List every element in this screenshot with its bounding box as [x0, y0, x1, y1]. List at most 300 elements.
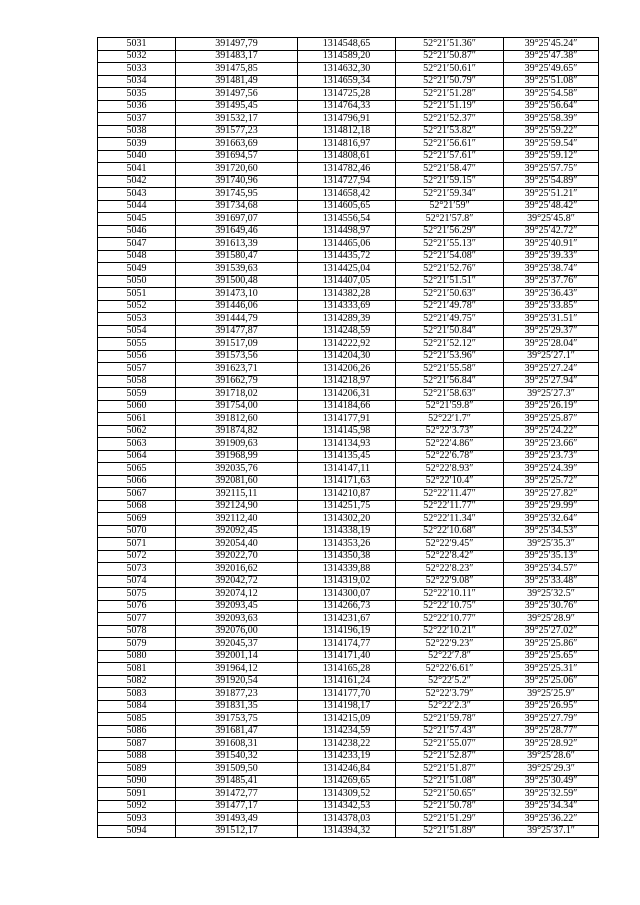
x-coordinate-cell: 391573,56 [176, 350, 298, 363]
latitude-cell: 52°22′10.11″ [396, 588, 504, 601]
y-coordinate-cell: 1314251,75 [298, 500, 396, 513]
table-row [98, 675, 599, 688]
y-coordinate-cell: 1314764,33 [298, 100, 396, 113]
point-number-cell: 5083 [98, 688, 176, 701]
longitude-cell: 39°25′59.54″ [504, 138, 599, 151]
latitude-cell: 52°21′56.84″ [396, 375, 504, 388]
point-number-cell: 5085 [98, 713, 176, 726]
y-coordinate-cell: 1314725,28 [298, 88, 396, 101]
point-number-cell: 5063 [98, 438, 176, 451]
longitude-cell: 39°25′34.57″ [504, 563, 599, 576]
table-row [98, 775, 599, 788]
x-coordinate-cell: 391753,75 [176, 713, 298, 726]
longitude-cell: 39°25′37.76″ [504, 275, 599, 288]
table-row [98, 538, 599, 551]
point-number-cell: 5072 [98, 550, 176, 563]
point-number-cell: 5057 [98, 363, 176, 376]
y-coordinate-cell: 1314233,19 [298, 750, 396, 763]
y-coordinate-cell: 1314808,61 [298, 150, 396, 163]
table-row [98, 63, 599, 76]
y-coordinate-cell: 1314309,52 [298, 788, 396, 801]
y-coordinate-cell: 1314816,97 [298, 138, 396, 151]
x-coordinate-cell: 391831,35 [176, 700, 298, 713]
point-number-cell: 5080 [98, 650, 176, 663]
x-coordinate-cell: 392042,72 [176, 575, 298, 588]
x-coordinate-cell: 392001,14 [176, 650, 298, 663]
y-coordinate-cell: 1314782,46 [298, 163, 396, 176]
y-coordinate-cell: 1314184,66 [298, 400, 396, 413]
x-coordinate-cell: 391500,48 [176, 275, 298, 288]
point-number-cell: 5086 [98, 725, 176, 738]
table-row [98, 363, 599, 376]
table-row [98, 500, 599, 513]
longitude-cell: 39°25′25.86″ [504, 638, 599, 651]
x-coordinate-cell: 391608,31 [176, 738, 298, 751]
point-number-cell: 5087 [98, 738, 176, 751]
point-number-cell: 5089 [98, 763, 176, 776]
y-coordinate-cell: 1314246,84 [298, 763, 396, 776]
y-coordinate-cell: 1314342,53 [298, 800, 396, 813]
y-coordinate-cell: 1314134,93 [298, 438, 396, 451]
latitude-cell: 52°21′55.58″ [396, 363, 504, 376]
point-number-cell: 5050 [98, 275, 176, 288]
latitude-cell: 52°22′5.2″ [396, 675, 504, 688]
y-coordinate-cell: 1314269,65 [298, 775, 396, 788]
longitude-cell: 39°25′45.8″ [504, 213, 599, 226]
longitude-cell: 39°25′36.43″ [504, 288, 599, 301]
point-number-cell: 5032 [98, 50, 176, 63]
table-row [98, 600, 599, 613]
longitude-cell: 39°25′47.38″ [504, 50, 599, 63]
point-number-cell: 5068 [98, 500, 176, 513]
point-number-cell: 5045 [98, 213, 176, 226]
table-row [98, 175, 599, 188]
y-coordinate-cell: 1314605,65 [298, 200, 396, 213]
x-coordinate-cell: 391483,17 [176, 50, 298, 63]
x-coordinate-cell: 391812,60 [176, 413, 298, 426]
y-coordinate-cell: 1314289,39 [298, 313, 396, 326]
y-coordinate-cell: 1314319,02 [298, 575, 396, 588]
y-coordinate-cell: 1314215,09 [298, 713, 396, 726]
table-row [98, 413, 599, 426]
x-coordinate-cell: 391497,56 [176, 88, 298, 101]
latitude-cell: 52°21′59.15″ [396, 175, 504, 188]
y-coordinate-cell: 1314812,18 [298, 125, 396, 138]
latitude-cell: 52°21′59.8″ [396, 400, 504, 413]
table-row [98, 475, 599, 488]
x-coordinate-cell: 392124,90 [176, 500, 298, 513]
table-row [98, 613, 599, 626]
longitude-cell: 39°25′30.76″ [504, 600, 599, 613]
x-coordinate-cell: 391720,60 [176, 163, 298, 176]
latitude-cell: 52°22′9.23″ [396, 638, 504, 651]
latitude-cell: 52°21′50.79″ [396, 75, 504, 88]
y-coordinate-cell: 1314465,06 [298, 238, 396, 251]
y-coordinate-cell: 1314407,05 [298, 275, 396, 288]
latitude-cell: 52°21′59.78″ [396, 713, 504, 726]
y-coordinate-cell: 1314218,97 [298, 375, 396, 388]
y-coordinate-cell: 1314206,26 [298, 363, 396, 376]
longitude-cell: 39°25′31.51″ [504, 313, 599, 326]
longitude-cell: 39°25′39.33″ [504, 250, 599, 263]
latitude-cell: 52°21′49.75″ [396, 313, 504, 326]
x-coordinate-cell: 391734,68 [176, 200, 298, 213]
longitude-cell: 39°25′24.22″ [504, 425, 599, 438]
table-row [98, 625, 599, 638]
table-row [98, 450, 599, 463]
point-number-cell: 5077 [98, 613, 176, 626]
y-coordinate-cell: 1314338,19 [298, 525, 396, 538]
latitude-cell: 52°22′11.77″ [396, 500, 504, 513]
latitude-cell: 52°21′57.43″ [396, 725, 504, 738]
table-row [98, 288, 599, 301]
x-coordinate-cell: 391754,00 [176, 400, 298, 413]
x-coordinate-cell: 391681,47 [176, 725, 298, 738]
y-coordinate-cell: 1314302,20 [298, 513, 396, 526]
x-coordinate-cell: 392112,40 [176, 513, 298, 526]
latitude-cell: 52°22′9.45″ [396, 538, 504, 551]
latitude-cell: 52°21′51.51″ [396, 275, 504, 288]
latitude-cell: 52°21′51.19″ [396, 100, 504, 113]
point-number-cell: 5078 [98, 625, 176, 638]
y-coordinate-cell: 1314394,32 [298, 825, 396, 838]
y-coordinate-cell: 1314135,45 [298, 450, 396, 463]
latitude-cell: 52°21′52.76″ [396, 263, 504, 276]
table-row [98, 88, 599, 101]
latitude-cell: 52°21′56.29″ [396, 225, 504, 238]
point-number-cell: 5065 [98, 463, 176, 476]
longitude-cell: 39°25′27.24″ [504, 363, 599, 376]
longitude-cell: 39°25′48.42″ [504, 200, 599, 213]
table-row [98, 588, 599, 601]
table-row [98, 638, 599, 651]
x-coordinate-cell: 392115,11 [176, 488, 298, 501]
longitude-cell: 39°25′26.19″ [504, 400, 599, 413]
latitude-cell: 52°22′3.79″ [396, 688, 504, 701]
table-row [98, 200, 599, 213]
x-coordinate-cell: 392022,70 [176, 550, 298, 563]
latitude-cell: 52°22′11.47″ [396, 488, 504, 501]
table-row [98, 225, 599, 238]
point-number-cell: 5066 [98, 475, 176, 488]
latitude-cell: 52°21′52.87″ [396, 750, 504, 763]
longitude-cell: 39°25′23.66″ [504, 438, 599, 451]
table-row [98, 188, 599, 201]
y-coordinate-cell: 1314234,59 [298, 725, 396, 738]
x-coordinate-cell: 391472,77 [176, 788, 298, 801]
x-coordinate-cell: 391745,95 [176, 188, 298, 201]
point-number-cell: 5074 [98, 575, 176, 588]
latitude-cell: 52°22′1.7″ [396, 413, 504, 426]
table-row [98, 50, 599, 63]
latitude-cell: 52°21′51.29″ [396, 813, 504, 826]
latitude-cell: 52°22′6.78″ [396, 450, 504, 463]
y-coordinate-cell: 1314171,40 [298, 650, 396, 663]
y-coordinate-cell: 1314589,20 [298, 50, 396, 63]
longitude-cell: 39°25′28.6″ [504, 750, 599, 763]
y-coordinate-cell: 1314266,73 [298, 600, 396, 613]
table-row [98, 325, 599, 338]
longitude-cell: 39°25′29.3″ [504, 763, 599, 776]
x-coordinate-cell: 391964,12 [176, 663, 298, 676]
point-number-cell: 5048 [98, 250, 176, 263]
longitude-cell: 39°25′57.75″ [504, 163, 599, 176]
coordinates-table [97, 37, 599, 838]
x-coordinate-cell: 392092,45 [176, 525, 298, 538]
y-coordinate-cell: 1314556,54 [298, 213, 396, 226]
table-row [98, 375, 599, 388]
point-number-cell: 5047 [98, 238, 176, 251]
table-row [98, 275, 599, 288]
point-number-cell: 5052 [98, 300, 176, 313]
latitude-cell: 52°22′10.75″ [396, 600, 504, 613]
longitude-cell: 39°25′25.31″ [504, 663, 599, 676]
longitude-cell: 39°25′25.9″ [504, 688, 599, 701]
point-number-cell: 5079 [98, 638, 176, 651]
point-number-cell: 5046 [98, 225, 176, 238]
point-number-cell: 5084 [98, 700, 176, 713]
latitude-cell: 52°22′3.73″ [396, 425, 504, 438]
table-row [98, 763, 599, 776]
y-coordinate-cell: 1314165,28 [298, 663, 396, 676]
longitude-cell: 39°25′34.53″ [504, 525, 599, 538]
longitude-cell: 39°25′38.74″ [504, 263, 599, 276]
table-row [98, 388, 599, 401]
longitude-cell: 39°25′59.22″ [504, 125, 599, 138]
latitude-cell: 52°21′52.37″ [396, 113, 504, 126]
point-number-cell: 5039 [98, 138, 176, 151]
point-number-cell: 5081 [98, 663, 176, 676]
longitude-cell: 39°25′32.5″ [504, 588, 599, 601]
table-row [98, 425, 599, 438]
table-row [98, 688, 599, 701]
longitude-cell: 39°25′29.99″ [504, 500, 599, 513]
y-coordinate-cell: 1314204,30 [298, 350, 396, 363]
latitude-cell: 52°22′8.93″ [396, 463, 504, 476]
longitude-cell: 39°25′28.77″ [504, 725, 599, 738]
x-coordinate-cell: 392074,12 [176, 588, 298, 601]
longitude-cell: 39°25′42.72″ [504, 225, 599, 238]
point-number-cell: 5092 [98, 800, 176, 813]
x-coordinate-cell: 392054,40 [176, 538, 298, 551]
table-row [98, 100, 599, 113]
point-number-cell: 5053 [98, 313, 176, 326]
table-row [98, 238, 599, 251]
longitude-cell: 39°25′27.82″ [504, 488, 599, 501]
table-row [98, 350, 599, 363]
table-row [98, 125, 599, 138]
point-number-cell: 5031 [98, 38, 176, 51]
y-coordinate-cell: 1314177,70 [298, 688, 396, 701]
table-row [98, 575, 599, 588]
point-number-cell: 5076 [98, 600, 176, 613]
x-coordinate-cell: 391909,63 [176, 438, 298, 451]
table-row [98, 663, 599, 676]
table-row [98, 113, 599, 126]
y-coordinate-cell: 1314632,30 [298, 63, 396, 76]
x-coordinate-cell: 391623,71 [176, 363, 298, 376]
point-number-cell: 5049 [98, 263, 176, 276]
latitude-cell: 52°21′50.87″ [396, 50, 504, 63]
x-coordinate-cell: 391497,79 [176, 38, 298, 51]
y-coordinate-cell: 1314171,63 [298, 475, 396, 488]
coordinates-table-body [98, 38, 599, 838]
x-coordinate-cell: 391539,63 [176, 263, 298, 276]
y-coordinate-cell: 1314548,65 [298, 38, 396, 51]
point-number-cell: 5075 [98, 588, 176, 601]
x-coordinate-cell: 391920,54 [176, 675, 298, 688]
latitude-cell: 52°21′57.61″ [396, 150, 504, 163]
point-number-cell: 5038 [98, 125, 176, 138]
y-coordinate-cell: 1314210,87 [298, 488, 396, 501]
x-coordinate-cell: 391477,87 [176, 325, 298, 338]
y-coordinate-cell: 1314177,91 [298, 413, 396, 426]
latitude-cell: 52°22′4.86″ [396, 438, 504, 451]
table-row [98, 338, 599, 351]
longitude-cell: 39°25′27.79″ [504, 713, 599, 726]
y-coordinate-cell: 1314147,11 [298, 463, 396, 476]
longitude-cell: 39°25′25.65″ [504, 650, 599, 663]
table-row [98, 525, 599, 538]
longitude-cell: 39°25′45.24″ [504, 38, 599, 51]
longitude-cell: 39°25′25.72″ [504, 475, 599, 488]
table-row [98, 738, 599, 751]
point-number-cell: 5062 [98, 425, 176, 438]
longitude-cell: 39°25′27.1″ [504, 350, 599, 363]
latitude-cell: 52°21′55.13″ [396, 238, 504, 251]
table-row [98, 213, 599, 226]
y-coordinate-cell: 1314796,91 [298, 113, 396, 126]
longitude-cell: 39°25′28.9″ [504, 613, 599, 626]
y-coordinate-cell: 1314658,42 [298, 188, 396, 201]
table-row [98, 825, 599, 838]
latitude-cell: 52°22′10.68″ [396, 525, 504, 538]
y-coordinate-cell: 1314498,97 [298, 225, 396, 238]
y-coordinate-cell: 1314161,24 [298, 675, 396, 688]
latitude-cell: 52°21′54.08″ [396, 250, 504, 263]
point-number-cell: 5043 [98, 188, 176, 201]
point-number-cell: 5060 [98, 400, 176, 413]
point-number-cell: 5036 [98, 100, 176, 113]
y-coordinate-cell: 1314145,98 [298, 425, 396, 438]
y-coordinate-cell: 1314196,19 [298, 625, 396, 638]
latitude-cell: 52°21′50.61″ [396, 63, 504, 76]
x-coordinate-cell: 391649,46 [176, 225, 298, 238]
x-coordinate-cell: 391446,06 [176, 300, 298, 313]
y-coordinate-cell: 1314378,03 [298, 813, 396, 826]
table-row [98, 750, 599, 763]
longitude-cell: 39°25′29.37″ [504, 325, 599, 338]
x-coordinate-cell: 391517,09 [176, 338, 298, 351]
table-row [98, 550, 599, 563]
y-coordinate-cell: 1314222,92 [298, 338, 396, 351]
longitude-cell: 39°25′59.12″ [504, 150, 599, 163]
x-coordinate-cell: 391577,23 [176, 125, 298, 138]
x-coordinate-cell: 391481,49 [176, 75, 298, 88]
table-row [98, 163, 599, 176]
latitude-cell: 52°21′50.84″ [396, 325, 504, 338]
point-number-cell: 5082 [98, 675, 176, 688]
x-coordinate-cell: 391613,39 [176, 238, 298, 251]
longitude-cell: 39°25′33.85″ [504, 300, 599, 313]
point-number-cell: 5064 [98, 450, 176, 463]
latitude-cell: 52°21′51.28″ [396, 88, 504, 101]
y-coordinate-cell: 1314231,67 [298, 613, 396, 626]
y-coordinate-cell: 1314339,88 [298, 563, 396, 576]
latitude-cell: 52°22′7.8″ [396, 650, 504, 663]
latitude-cell: 52°22′8.23″ [396, 563, 504, 576]
longitude-cell: 39°25′37.1″ [504, 825, 599, 838]
longitude-cell: 39°25′28.04″ [504, 338, 599, 351]
y-coordinate-cell: 1314435,72 [298, 250, 396, 263]
point-number-cell: 5070 [98, 525, 176, 538]
y-coordinate-cell: 1314350,38 [298, 550, 396, 563]
x-coordinate-cell: 392093,45 [176, 600, 298, 613]
latitude-cell: 52°21′51.08″ [396, 775, 504, 788]
latitude-cell: 52°22′10.4″ [396, 475, 504, 488]
point-number-cell: 5073 [98, 563, 176, 576]
longitude-cell: 39°25′56.64″ [504, 100, 599, 113]
x-coordinate-cell: 391874,82 [176, 425, 298, 438]
longitude-cell: 39°25′51.08″ [504, 75, 599, 88]
longitude-cell: 39°25′27.3″ [504, 388, 599, 401]
longitude-cell: 39°25′36.22″ [504, 813, 599, 826]
table-row [98, 138, 599, 151]
table-row [98, 788, 599, 801]
point-number-cell: 5034 [98, 75, 176, 88]
y-coordinate-cell: 1314659,34 [298, 75, 396, 88]
table-row [98, 263, 599, 276]
longitude-cell: 39°25′27.94″ [504, 375, 599, 388]
table-row [98, 75, 599, 88]
y-coordinate-cell: 1314198,17 [298, 700, 396, 713]
point-number-cell: 5090 [98, 775, 176, 788]
y-coordinate-cell: 1314174,77 [298, 638, 396, 651]
point-number-cell: 5041 [98, 163, 176, 176]
table-row [98, 725, 599, 738]
longitude-cell: 39°25′25.06″ [504, 675, 599, 688]
x-coordinate-cell: 392076,00 [176, 625, 298, 638]
point-number-cell: 5042 [98, 175, 176, 188]
x-coordinate-cell: 391697,07 [176, 213, 298, 226]
point-number-cell: 5093 [98, 813, 176, 826]
table-row [98, 813, 599, 826]
x-coordinate-cell: 391532,17 [176, 113, 298, 126]
table-row [98, 713, 599, 726]
latitude-cell: 52°21′51.87″ [396, 763, 504, 776]
longitude-cell: 39°25′27.02″ [504, 625, 599, 638]
y-coordinate-cell: 1314425,04 [298, 263, 396, 276]
latitude-cell: 52°21′58.47″ [396, 163, 504, 176]
point-number-cell: 5058 [98, 375, 176, 388]
longitude-cell: 39°25′54.89″ [504, 175, 599, 188]
point-number-cell: 5088 [98, 750, 176, 763]
x-coordinate-cell: 392093,63 [176, 613, 298, 626]
latitude-cell: 52°21′50.63″ [396, 288, 504, 301]
point-number-cell: 5056 [98, 350, 176, 363]
table-row [98, 800, 599, 813]
x-coordinate-cell: 391718,02 [176, 388, 298, 401]
latitude-cell: 52°22′8.42″ [396, 550, 504, 563]
y-coordinate-cell: 1314333,69 [298, 300, 396, 313]
point-number-cell: 5061 [98, 413, 176, 426]
latitude-cell: 52°21′59″ [396, 200, 504, 213]
latitude-cell: 52°21′53.96″ [396, 350, 504, 363]
y-coordinate-cell: 1314382,28 [298, 288, 396, 301]
x-coordinate-cell: 392081,60 [176, 475, 298, 488]
x-coordinate-cell: 391485,41 [176, 775, 298, 788]
latitude-cell: 52°21′55.07″ [396, 738, 504, 751]
